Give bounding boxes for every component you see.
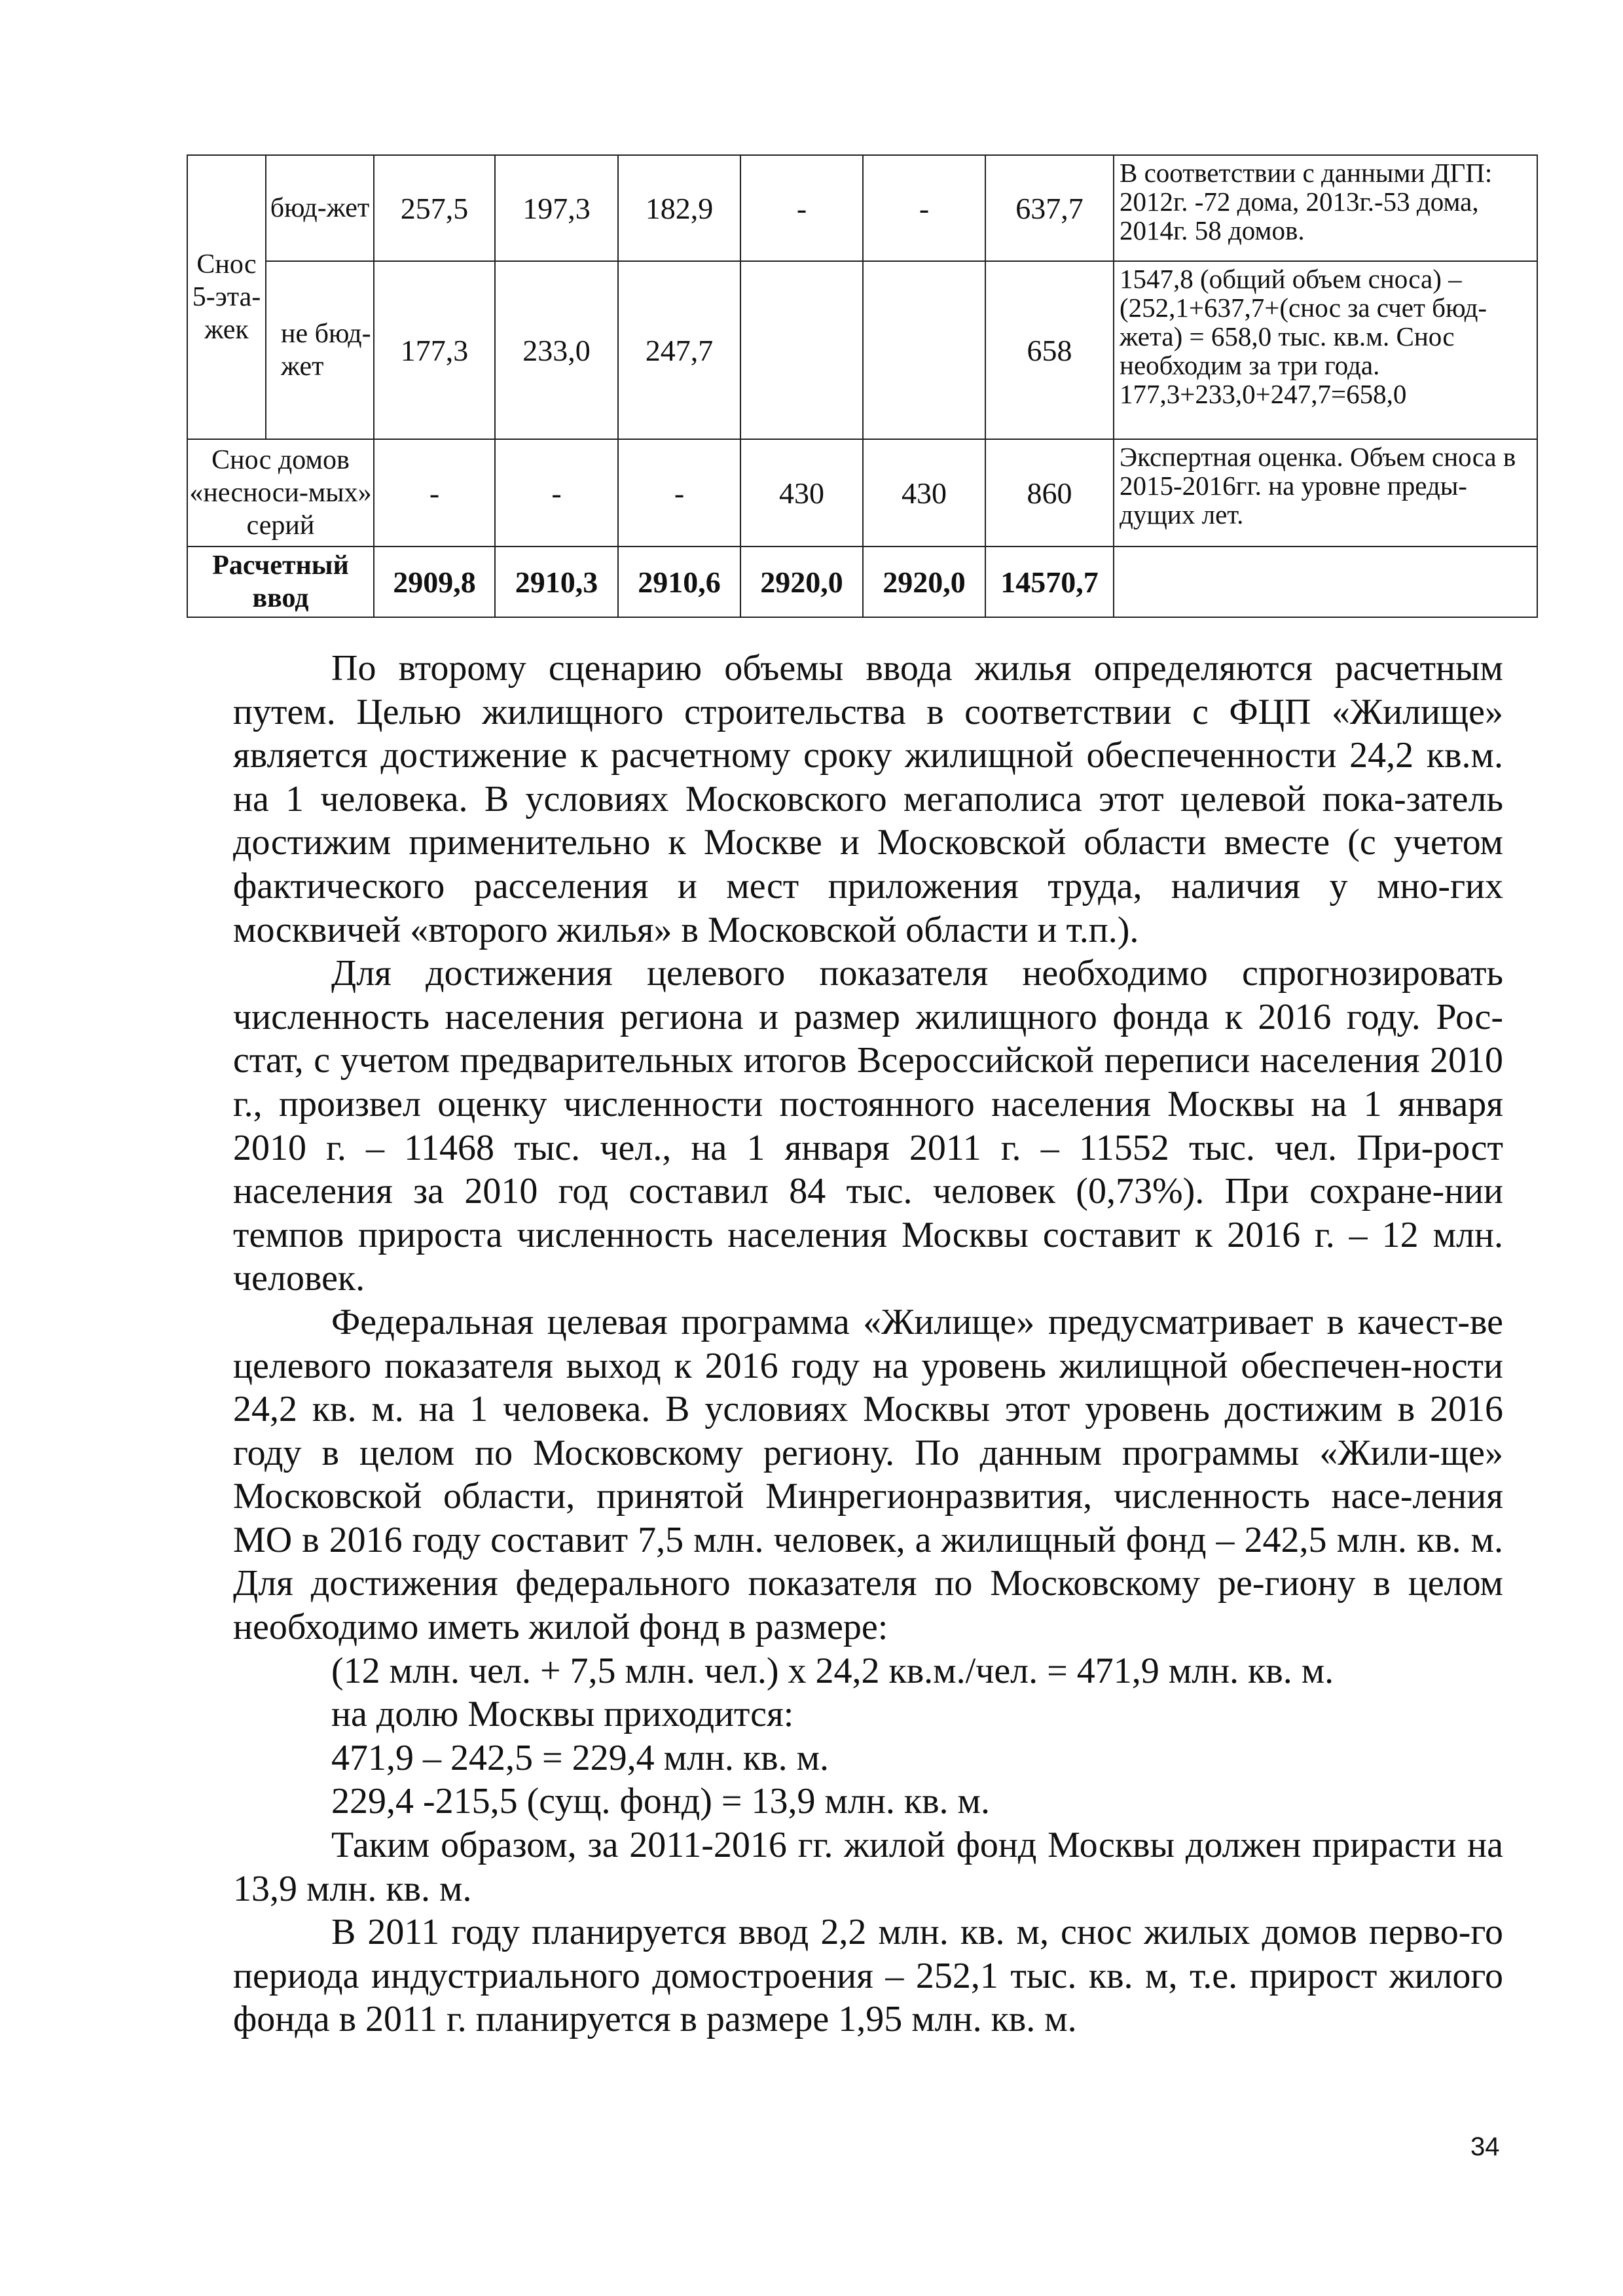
paragraph: Для достижения целевого показателя необходимо спрогнозировать численность населения региона и размер жилищного фонда к 2016 году. Рос-стат, с учетом предварительных итогов Всероссийской переписи населения 2010 г., произвел оценку численности постоянного населения Москвы на 1 января 2010 г. – 11468 тыс. чел., на 1 января 2011 г. – 11552 тыс. чел. При-рост населения за 2010 год составил 84 тыс. человек (0,73%). При сохране-нии темпов прироста численность населения Москвы составит к 2016 г. – 12 млн. человек.: [233, 953, 1503, 1299]
table-row-snos5-budget: [187, 155, 1537, 261]
table-cell: -: [374, 439, 495, 547]
table-cell-total: 658: [985, 261, 1114, 439]
page-number: 34: [1470, 2132, 1500, 2161]
table-cell: 247,7: [618, 261, 740, 439]
table-note: Экспертная оценка. Объем сноса в 2015-2016гг. на уровне преды-дущих лет.: [1114, 439, 1537, 547]
row-label-snos5: Снос 5-эта-жек: [187, 155, 266, 439]
table-cell: 177,3: [374, 261, 495, 439]
row-label-total: Расчетный ввод: [187, 547, 374, 617]
table-row-snos5-nonbudget: [187, 261, 1537, 439]
calc-line: 229,4 -215,5 (сущ. фонд) = 13,9 млн. кв. м.: [331, 1781, 990, 1822]
table-cell: 257,5: [374, 155, 495, 261]
paragraph: Таким образом, за 2011-2016 гг. жилой фонд Москвы должен прирасти на 13,9 млн. кв. м.: [233, 1825, 1503, 1909]
table-note: [1114, 547, 1537, 617]
table-cell: -: [618, 439, 740, 547]
row-label-nesnos: Снос домов «несноси-мых» серий: [187, 439, 374, 547]
paragraph: Федеральная целевая программа «Жилище» предусматривает в качест-ве целевого показателя выход к 2016 году на уровень жилищной обеспечен-ности 24,2 кв. м. на 1 человека. В условиях Москвы этот уровень достижим в 2016 году в целом по Московскому региону. По данным программы «Жили-ще» Московской области, принятой Минрегионразвития, численность насе-ления МО в 2016 году составит 7,5 млн. человек, а жилищный фонд – 242,5 млн. кв. м. Для достижения федерального показателя по Московскому ре-гиону в целом необходимо иметь жилой фонд в размере:: [233, 1301, 1503, 1648]
table-cell-total: 14570,7: [985, 547, 1114, 617]
table-cell: 2920,0: [863, 547, 985, 617]
table-cell: 2909,8: [374, 547, 495, 617]
table-cell: [863, 261, 985, 439]
table-cell: 182,9: [618, 155, 740, 261]
table-note: 1547,8 (общий объем сноса) – (252,1+637,7+(снос за счет бюд-жета) = 658,0 тыс. кв.м. Снос необходим за три года. 177,3+233,0+247,7=658,0: [1114, 261, 1537, 439]
table-cell: -: [495, 439, 618, 547]
table-cell: -: [863, 155, 985, 261]
housing-table: [187, 154, 1538, 618]
table-cell-total: 860: [985, 439, 1114, 547]
table-cell: 233,0: [495, 261, 618, 439]
calc-line: 471,9 – 242,5 = 229,4 млн. кв. м.: [331, 1737, 830, 1778]
table-cell-total: 637,7: [985, 155, 1114, 261]
table-cell: 430: [740, 439, 863, 547]
sub-label-nonbudget: не бюд-жет: [266, 261, 374, 439]
table-cell: 430: [863, 439, 985, 547]
paragraph: По второму сценарию объемы ввода жилья определяются расчетным путем. Целью жилищного строительства в соответствии с ФЦП «Жилище» является достижение к расчетному сроку жилищной обеспеченности 24,2 кв.м. на 1 человека. В условиях Московского мегаполиса этот целевой пока-затель достижим применительно к Москве и Московской области вместе (с учетом фактического расселения и мест приложения труда, наличия у мно-гих москвичей «второго жилья» в Московской области и т.п.).: [233, 648, 1503, 950]
table-note: В соответствии с данными ДГП: 2012г. -72 дома, 2013г.-53 дома, 2014г. 58 домов.: [1114, 155, 1537, 261]
table-cell: [740, 261, 863, 439]
table-row-nesnos: [187, 439, 1537, 547]
paragraph: В 2011 году планируется ввод 2,2 млн. кв. м, снос жилых домов перво-го периода индустриального домостроения – 252,1 тыс. кв. м, т.е. прирост жилого фонда в 2011 г. планируется в размере 1,95 млн. кв. м.: [233, 1912, 1503, 2040]
sub-label-budget: бюд-жет: [266, 155, 374, 261]
table-cell: 197,3: [495, 155, 618, 261]
table-cell: -: [740, 155, 863, 261]
calc-line: (12 млн. чел. + 7,5 млн. чел.) х 24,2 кв.м./чел. = 471,9 млн. кв. м.: [331, 1650, 1334, 1691]
table-row-total: [187, 547, 1537, 617]
table-cell: 2910,3: [495, 547, 618, 617]
table-cell: 2920,0: [740, 547, 863, 617]
body-text: [233, 647, 1503, 2041]
table-cell: 2910,6: [618, 547, 740, 617]
calc-line: на долю Москвы приходится:: [331, 1694, 794, 1735]
